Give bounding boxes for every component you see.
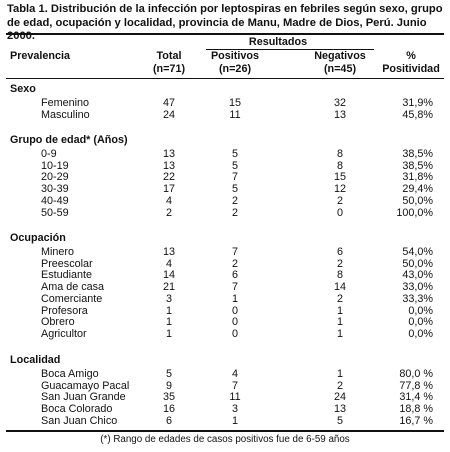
bottom-rule [6,430,444,432]
cell-positividad: 45,8% [402,108,433,121]
cell-total: 1 [165,304,172,317]
cell-positivos: 7 [231,379,238,392]
cell-negativos: 1 [336,327,343,340]
row-label: 50-59 [41,206,69,219]
header-total-label: Total [156,50,182,62]
cell-positividad: 16,7 % [399,414,433,427]
cell-total: 4 [165,257,172,270]
cell-positivos: 0 [231,304,238,317]
row-label: 40-49 [41,194,69,207]
header-pct-label: % [406,50,416,62]
header-negativos-n: (n=45) [323,62,357,75]
cell-positividad: 29,4% [402,183,433,196]
cell-total: 21 [162,281,175,294]
table-row [0,258,450,270]
cell-negativos: 2 [336,292,343,305]
header-resultados: Resultados [248,36,308,48]
table-row [0,148,450,160]
cell-positividad: 43,0% [402,269,433,282]
row-label: San Juan Chico [41,414,118,427]
cell-positividad: 50,0% [402,257,433,270]
cell-positividad: 38,5% [402,159,433,172]
cell-total: 24 [162,108,175,121]
table-footnote: (*) Rango de edades de casos positivos fue de 6-59 años [100,434,350,445]
table-row [0,305,450,317]
cell-negativos: 2 [336,379,343,392]
cell-positivos: 0 [231,316,238,329]
cell-negativos: 13 [333,108,346,121]
row-label: Comerciante [41,292,103,305]
table-row [0,316,450,328]
cell-total: 1 [165,327,172,340]
cell-positividad: 31,4 % [399,391,433,404]
cell-positividad: 54,0% [402,246,433,258]
header-negativos-label: Negativos [314,50,366,62]
cell-positividad: 31,9% [402,97,433,109]
table-row [0,97,450,109]
header-positividad [376,50,446,75]
cell-total: 35 [162,391,175,404]
table-row [0,415,450,427]
cell-positividad: 80,0 % [399,368,433,380]
header-rule [6,78,444,79]
header-positivos [200,50,270,75]
table-row [0,368,450,380]
row-label: Masculino [41,108,90,121]
cell-negativos: 12 [333,183,346,196]
row-label: Ama de casa [41,281,105,294]
row-label: Femenino [41,97,90,109]
cell-negativos: 8 [336,159,343,172]
table-caption: Tabla 1. Distribución de la infección por leptospiras en febriles según sexo, grupo de edad, ocupación y localidad, provincia de Manu, Madre de Dios, Perú. Junio 2000. [7,3,443,42]
table-row [0,109,450,121]
cell-total: 5 [165,368,172,380]
table-row [0,328,450,340]
row-label: Estudiante [41,269,93,282]
cell-positivos: 6 [231,269,238,282]
table-row [0,195,450,207]
row-label: 30-39 [41,183,69,196]
cell-negativos: 2 [336,257,343,270]
cell-negativos: 2 [336,194,343,207]
cell-negativos: 32 [333,97,346,109]
cell-total: 47 [162,97,175,109]
cell-positivos: 5 [231,148,238,160]
row-label: Obrero [41,316,75,329]
table-row [0,403,450,415]
cell-positivos: 0 [231,327,238,340]
table-row [0,281,450,293]
row-label: Profesora [41,304,88,317]
table-row [0,207,450,219]
cell-positivos: 7 [231,281,238,294]
row-label: Agricultor [41,327,87,340]
cell-positivos: 7 [231,171,238,184]
cell-positividad: 50,0% [402,194,433,207]
table-row [0,183,450,195]
table-row [0,171,450,183]
cell-total: 3 [165,292,172,305]
cell-total: 6 [165,414,172,427]
cell-positividad: 38,5% [402,148,433,160]
row-label: Guacamayo Pacal [41,379,130,392]
cell-positividad: 100,0% [396,206,433,219]
cell-positividad: 0,0% [408,316,433,329]
row-label: 10-19 [41,159,69,172]
cell-total: 13 [162,148,175,160]
cell-positivos: 2 [231,194,238,207]
cell-positivos: 4 [231,368,238,380]
cell-total: 4 [165,194,172,207]
row-label: 20-29 [41,171,69,184]
cell-negativos: 15 [333,171,346,184]
cell-positivos: 1 [231,414,238,427]
table-row [0,391,450,403]
cell-total: 17 [162,183,175,196]
row-label: Boca Colorado [41,403,113,416]
cell-positivos: 2 [231,206,238,219]
cell-total: 16 [162,403,175,416]
cell-negativos: 8 [336,148,343,160]
cell-total: 2 [165,206,172,219]
cell-negativos: 1 [336,316,343,329]
header-negativos [300,50,380,75]
cell-positividad: 33,3% [402,292,433,305]
section-title: Sexo [10,83,36,95]
cell-total: 22 [162,171,175,184]
row-label: Boca Amigo [41,368,99,380]
cell-positividad: 18,8 % [399,403,433,416]
cell-negativos: 13 [333,403,346,416]
cell-total: 14 [162,269,175,282]
header-total-n: (n=71) [152,62,186,75]
section-title: Grupo de edad* (Años) [10,134,128,146]
cell-total: 1 [165,316,172,329]
table-row [0,269,450,281]
row-label: San Juan Grande [41,391,126,404]
header-positividad-label: Positividad [382,62,440,75]
cell-total: 13 [162,159,175,172]
section-title: Localidad [10,354,61,366]
cell-negativos: 1 [336,368,343,380]
cell-positivos: 5 [231,159,238,172]
cell-negativos: 5 [336,414,343,427]
cell-positividad: 77,8 % [399,379,433,392]
cell-negativos: 8 [336,269,343,282]
cell-positivos: 15 [228,97,241,109]
cell-negativos: 24 [333,391,346,404]
cell-negativos: 0 [336,206,343,219]
header-total [144,50,194,75]
table-row [0,293,450,305]
cell-total: 9 [165,379,172,392]
cell-positividad: 33,0% [402,281,433,294]
cell-negativos: 1 [336,304,343,317]
cell-positivos: 11 [229,391,241,404]
cell-positivos: 3 [231,403,238,416]
top-rule [6,33,444,35]
cell-positividad: 0,0% [408,327,433,340]
row-label: 0-9 [41,148,57,160]
table-row [0,380,450,392]
row-label: Minero [41,246,75,258]
cell-negativos: 14 [333,281,346,294]
cell-negativos: 6 [336,246,343,258]
cell-positivos: 7 [231,246,238,258]
cell-positivos: 2 [231,257,238,270]
cell-positivos: 5 [231,183,238,196]
cell-positividad: 0,0% [408,304,433,317]
cell-positividad: 31,8% [402,171,433,184]
cell-total: 13 [162,246,175,258]
table-row [0,246,450,258]
cell-positivos: 11 [229,108,241,121]
header-positivos-n: (n=26) [218,62,252,75]
table-row [0,160,450,172]
row-label: Preescolar [41,257,93,270]
header-prevalencia: Prevalencia [10,50,71,62]
header-positivos-label: Positivos [210,50,259,62]
cell-positivos: 1 [231,292,238,305]
section-title: Ocupación [10,232,66,244]
